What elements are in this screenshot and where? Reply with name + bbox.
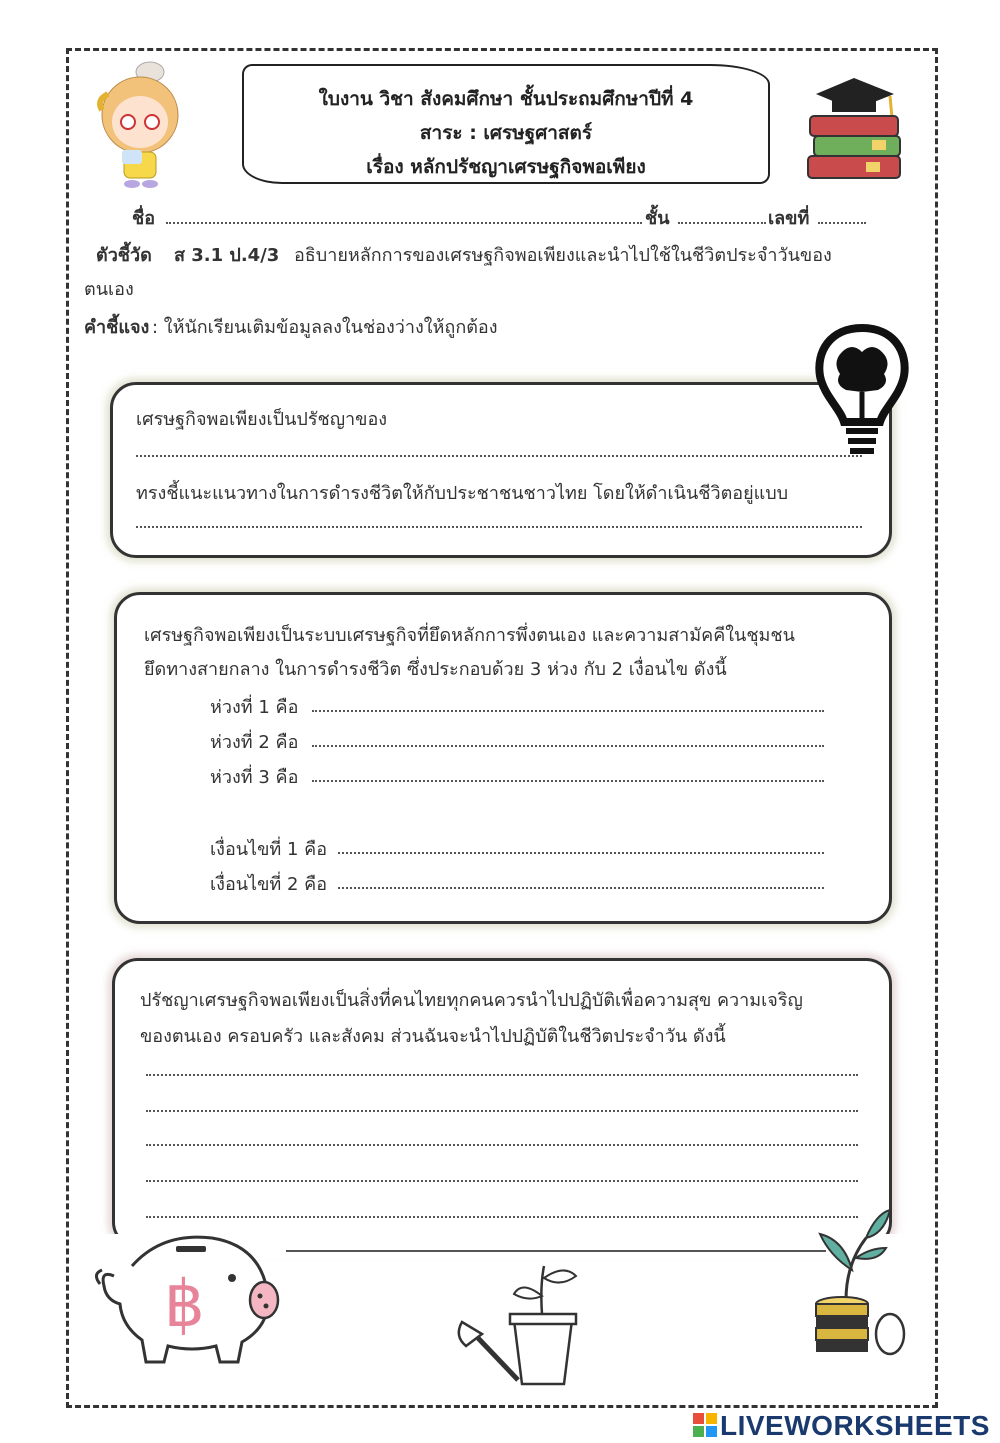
subject-strand: สาระ : เศรษฐศาสตร์	[419, 122, 593, 144]
box1-answer-field-2[interactable]	[136, 526, 862, 528]
instructions-label: คำชี้แจง	[84, 317, 150, 338]
lesson-topic: เรื่อง หลักปรัชญาเศรษฐกิจพอเพียง	[366, 156, 646, 178]
number-field[interactable]	[818, 222, 866, 224]
worksheet-title: ใบงาน วิชา สังคมศึกษา ชั้นประถมศึกษาปีที่ 4	[318, 88, 694, 110]
ring-1-label: ห่วงที่ 1 คือ	[210, 697, 299, 718]
box3-answer-line-3[interactable]	[146, 1144, 858, 1146]
box1-answer-field-1[interactable]	[136, 455, 862, 457]
lightbulb-brain-icon	[812, 322, 912, 470]
title-box	[242, 64, 770, 184]
girl-illustration	[92, 60, 192, 190]
books-graduation-cap-illustration	[802, 72, 912, 182]
ring-3-label: ห่วงที่ 3 คือ	[210, 767, 299, 788]
shovel-and-plant-pot-illustration	[452, 1256, 592, 1388]
ring-2-label: ห่วงที่ 2 คือ	[210, 732, 299, 753]
ring-3-field[interactable]	[312, 780, 824, 782]
condition-1-label: เงื่อนไขที่ 1 คือ	[210, 839, 328, 860]
box3-prompt-cont: ของตนเอง ครอบครัว และสังคม ส่วนฉันจะนำไปปฏิบัติในชีวิตประจำวัน ดังนี้	[140, 1026, 726, 1047]
ring-1-field[interactable]	[312, 710, 824, 712]
class-field[interactable]	[678, 222, 766, 224]
name-field[interactable]	[166, 222, 642, 224]
instructions-text: : ให้นักเรียนเติมข้อมูลลงในช่องว่างให้ถูกต้อง	[152, 317, 498, 338]
box2-intro-cont: ยึดทางสายกลาง ในการดำรงชีวิต ซึ่งประกอบด้วย 3 ห่วง กับ 2 เงื่อนไข ดังนี้	[144, 659, 727, 680]
condition-2-field[interactable]	[338, 887, 824, 889]
divider-line	[286, 1250, 826, 1252]
box3-answer-line-2[interactable]	[146, 1110, 858, 1112]
piggy-bank-illustration	[92, 1226, 284, 1366]
box3-prompt: ปรัชญาเศรษฐกิจพอเพียงเป็นสิ่งที่คนไทยทุกคนควรนำไปปฏิบัติเพื่อความสุข ความเจริญ	[140, 990, 803, 1011]
box3-answer-line-1[interactable]	[146, 1074, 858, 1076]
indicator-text-cont: ตนเอง	[84, 279, 134, 300]
box1-question: เศรษฐกิจพอเพียงเป็นปรัชญาของ	[136, 409, 388, 430]
box1-question-cont: ทรงชี้แนะแนวทางในการดำรงชีวิตให้กับประชาชนชาวไทย โดยให้ดำเนินชีวิตอยู่แบบ	[136, 483, 789, 504]
number-label: เลขที่	[768, 208, 810, 229]
box2-intro: เศรษฐกิจพอเพียงเป็นระบบเศรษฐกิจที่ยึดหลักการพึ่งตนเอง และความสามัคคีในชุมชน	[144, 625, 795, 646]
box3-answer-line-4[interactable]	[146, 1180, 858, 1182]
indicator-code: ส 3.1 ป.4/3	[174, 245, 280, 266]
svg-text:฿: ฿	[164, 1268, 205, 1342]
class-label: ชั้น	[645, 208, 670, 229]
coins-plant-illustration	[806, 1204, 916, 1364]
ring-2-field[interactable]	[312, 745, 824, 747]
indicator-text: อธิบายหลักการของเศรษฐกิจพอเพียงและนำไปใช้ในชีวิตประจำวันของ	[294, 245, 832, 266]
indicator-label: ตัวชี้วัด	[96, 245, 152, 266]
name-label: ชื่อ	[132, 208, 156, 229]
liveworksheets-logo[interactable]: LIVEWORKSHEETS	[720, 1410, 990, 1441]
condition-2-label: เงื่อนไขที่ 2 คือ	[210, 874, 328, 895]
condition-1-field[interactable]	[338, 852, 824, 854]
box3-answer-line-5[interactable]	[146, 1216, 858, 1218]
liveworksheets-logo-icon	[693, 1413, 717, 1437]
